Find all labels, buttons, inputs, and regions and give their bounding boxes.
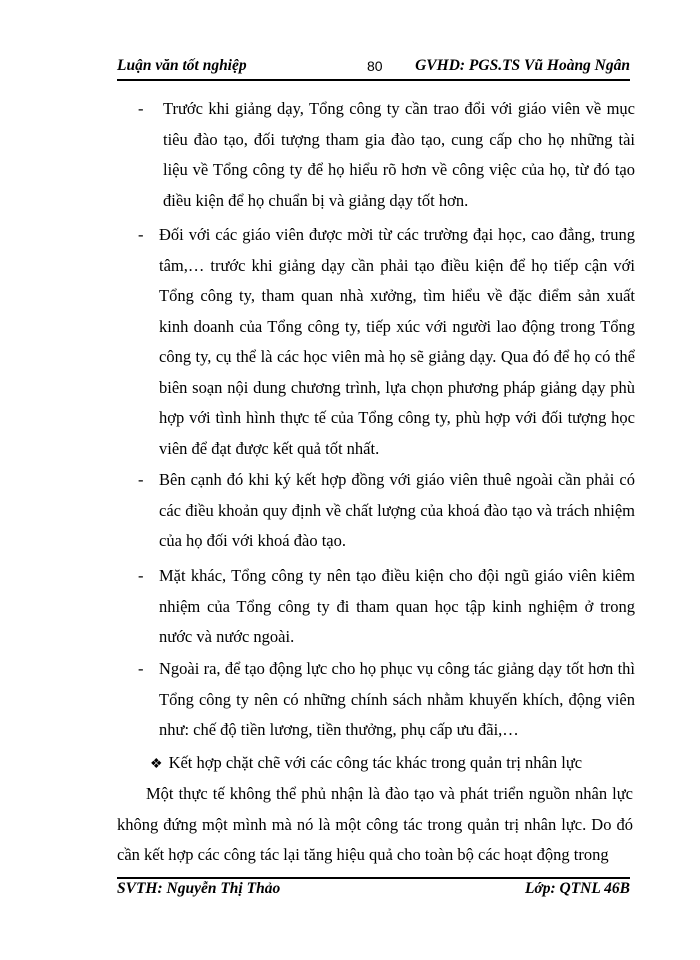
header-rule bbox=[117, 79, 630, 81]
diamond-bullet-icon: ❖ bbox=[150, 757, 163, 772]
page-number: 80 bbox=[367, 58, 383, 74]
page-footer bbox=[117, 880, 630, 904]
bullet-text: Mặt khác, Tổng công ty nên tạo điều kiện cho đội ngũ giáo viên kiêm nhiệm của Tổng công ty đi tham quan học tập kinh nghiệm ở trong nước và nước ngoài. bbox=[159, 566, 635, 646]
bullet-text: Bên cạnh đó khi ký kết hợp đồng với giáo viên thuê ngoài cần phải có các điều khoản quy định về chất lượng của khoá đào tạo và trách nhiệm của họ đối với khoá đào tạo. bbox=[159, 470, 635, 550]
footer-rule bbox=[117, 877, 630, 879]
bullet-text: Trước khi giảng dạy, Tổng công ty cần trao đổi với giáo viên về mục tiêu đào tạo, đối tượng tham gia đào tạo, cung cấp cho họ những tài liệu về Tổng công ty để họ hiểu rõ hơn về công việc của họ, từ đó tạo điều kiện để họ chuẩn bị và giảng dạy tốt hơn. bbox=[163, 99, 635, 210]
bullet-marker: - bbox=[138, 225, 144, 244]
bullet-marker: - bbox=[138, 99, 144, 118]
body-paragraph: Một thực tế không thể phủ nhận là đào tạo và phát triển nguồn nhân lực không đứng một mình mà nó là một công tác trong quản trị nhân lực. Do đó cần kết hợp các công tác lại tăng hiệu quả cho toàn bộ các hoạt động trong bbox=[117, 784, 633, 864]
footer-student: SVTH: Nguyễn Thị Thảo bbox=[117, 880, 281, 897]
page-header bbox=[117, 57, 630, 81]
bullet-marker: - bbox=[138, 566, 144, 585]
bullet-text: Đối với các giáo viên được mời từ các trường đại học, cao đẳng, trung tâm,… trước khi giảng dạy cần phải tạo điều kiện để họ tiếp cận với Tổng công ty, tham quan nhà xưởng, tìm hiểu về đặc điểm sản xuất kinh doanh của Tổng công ty, tiếp xúc với người lao động trong Tổng công ty, cụ thể là các học viên mà họ sẽ giảng dạy. Qua đó để họ có thể biên soạn nội dung chương trình, lựa chọn phương pháp giảng dạy phù hợp với tình hình thực tế của Tổng công ty, phù hợp với đối tượng học viên để đạt được kết quả tốt nhất. bbox=[159, 225, 635, 458]
bullet-marker: - bbox=[138, 470, 144, 489]
subheading-text: Kết hợp chặt chẽ với các công tác khác trong quản trị nhân lực bbox=[168, 753, 583, 772]
header-advisor: GVHD: PGS.TS Vũ Hoàng Ngân bbox=[415, 57, 630, 74]
header-thesis-title: Luận văn tốt nghiệp bbox=[117, 57, 247, 74]
bullet-text: Ngoài ra, để tạo động lực cho họ phục vụ công tác giảng dạy tốt hơn thì Tổng công ty nên có những chính sách nhằm khuyến khích, động viên như: chế độ tiền lương, tiền thưởng, phụ cấp ưu đãi,… bbox=[159, 659, 635, 739]
bullet-marker: - bbox=[138, 659, 144, 678]
footer-class: Lớp: QTNL 46B bbox=[524, 880, 630, 897]
subheading bbox=[150, 748, 582, 780]
